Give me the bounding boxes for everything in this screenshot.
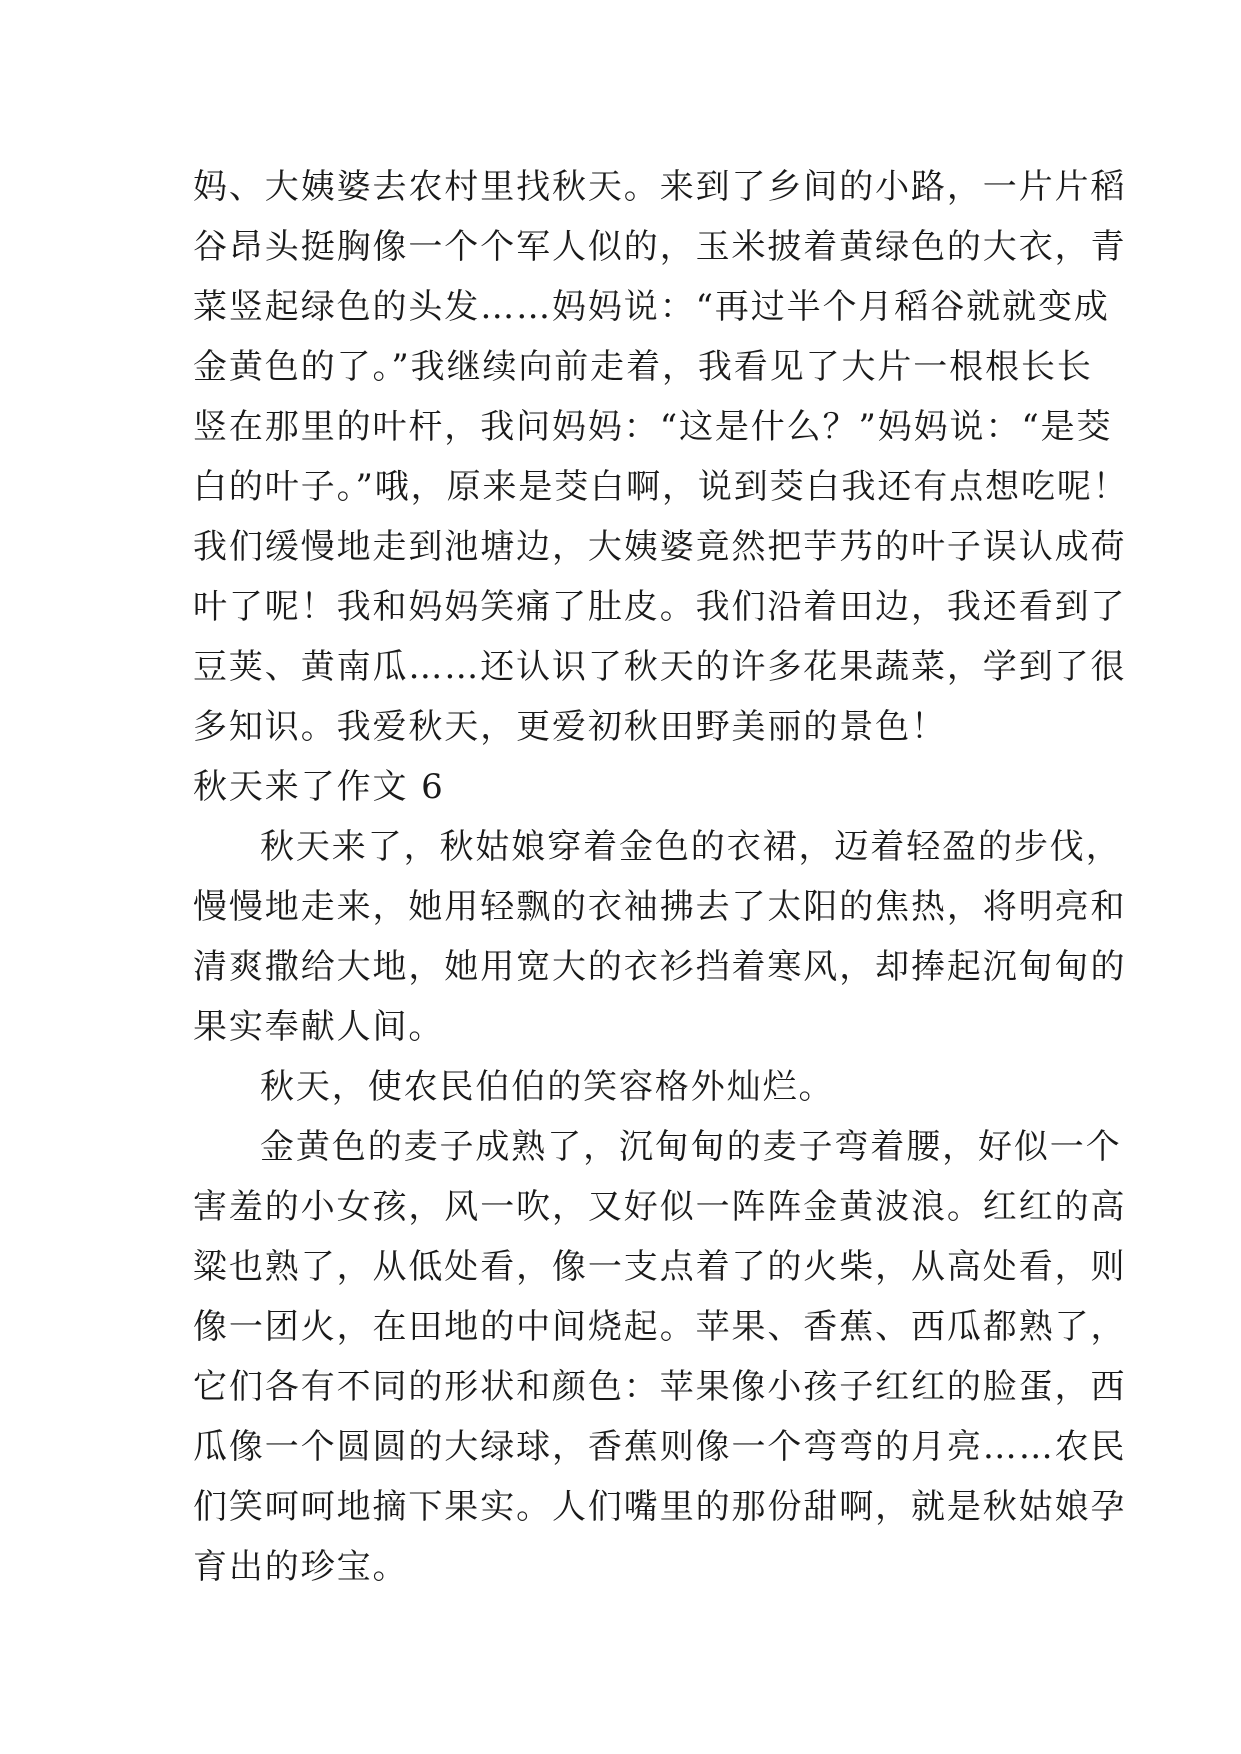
- text-line: 慢慢地走来，她用轻飘的衣袖拂去了太阳的焦热，将明亮和: [193, 887, 1127, 927]
- text-line: 们笑呵呵地摘下果实。人们嘴里的那份甜啊，就是秋姑娘孕: [193, 1487, 1127, 1527]
- text-line: 粱也熟了，从低处看，像一支点着了的火柴，从高处看，则: [193, 1247, 1127, 1287]
- text-line: 清爽撒给大地，她用宽大的衣衫挡着寒风，却捧起沉甸甸的: [193, 947, 1127, 987]
- text-line: 豆荚、黄南瓜……还认识了秋天的许多花果蔬菜，学到了很: [193, 647, 1127, 687]
- text-line: 金黄色的麦子成熟了，沉甸甸的麦子弯着腰，好似一个: [260, 1127, 1122, 1167]
- text-line: 妈、大姨婆去农村里找秋天。来到了乡间的小路，一片片稻: [193, 167, 1127, 207]
- text-line: 像一团火，在田地的中间烧起。苹果、香蕉、西瓜都熟了，: [193, 1307, 1127, 1347]
- section-title: 秋天来了作文 6: [193, 767, 445, 807]
- text-line: 叶了呢！我和妈妈笑痛了肚皮。我们沿着田边，我还看到了: [193, 587, 1127, 627]
- text-line: 秋天，使农民伯伯的笑容格外灿烂。: [260, 1067, 835, 1107]
- text-line: 它们各有不同的形状和颜色：苹果像小孩子红红的脸蛋，西: [193, 1367, 1127, 1407]
- text-line: 金黄色的了。”我继续向前走着，我看见了大片一根根长长: [193, 347, 1093, 387]
- text-line: 育出的珍宝。: [193, 1547, 409, 1587]
- text-line: 害羞的小女孩，风一吹，又好似一阵阵金黄波浪。红红的高: [193, 1187, 1127, 1227]
- text-line: 我们缓慢地走到池塘边，大姨婆竟然把芋艿的叶子误认成荷: [193, 527, 1127, 567]
- text-line: 白的叶子。”哦，原来是茭白啊，说到茭白我还有点想吃呢！: [193, 467, 1129, 507]
- text-line: 瓜像一个圆圆的大绿球，香蕉则像一个弯弯的月亮……农民: [193, 1427, 1127, 1467]
- text-line: 多知识。我爱秋天，更爱初秋田野美丽的景色！: [193, 707, 947, 747]
- text-line: 果实奉献人间。: [193, 1007, 445, 1047]
- text-line: 秋天来了，秋姑娘穿着金色的衣裙，迈着轻盈的步伐，: [260, 827, 1122, 867]
- text-line: 竖在那里的叶杆，我问妈妈：“这是什么？”妈妈说：“是茭: [193, 407, 1113, 447]
- text-line: 谷昂头挺胸像一个个军人似的，玉米披着黄绿色的大衣，青: [193, 227, 1127, 267]
- text-line: 菜竖起绿色的头发……妈妈说：“再过半个月稻谷就就变成: [193, 287, 1110, 327]
